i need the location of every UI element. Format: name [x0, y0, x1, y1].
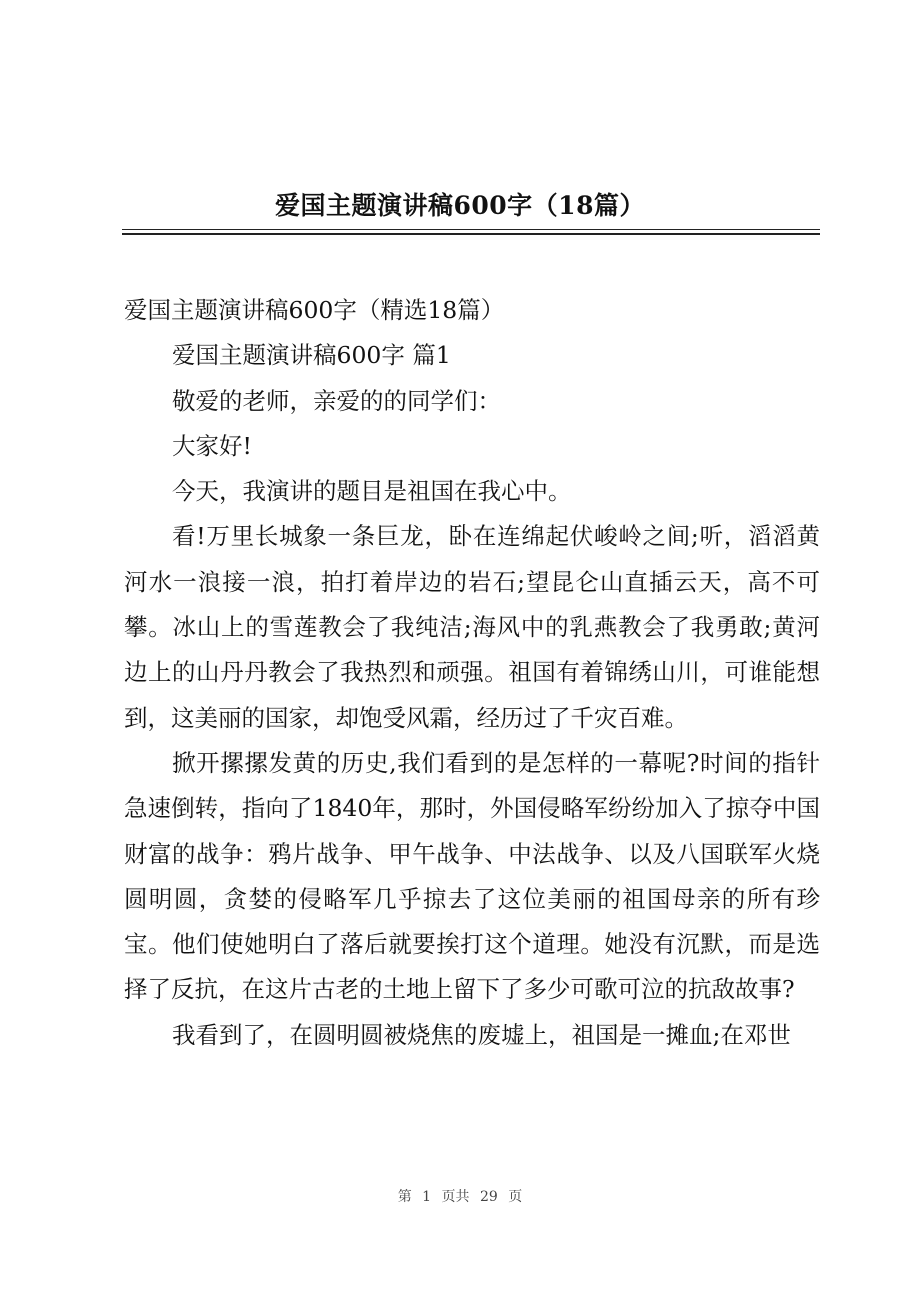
body-paragraph: 掀开摞摞发黄的历史,我们看到的是怎样的一幕呢?时间的指针急速倒转，指向了1840年，那时，外国侵略军纷纷加入了掠夺中国财富的战争：鸦片战争、甲午战争、中法战争、以及八国联军火烧圆明圆，贪婪的侵略军几乎掠去了这位美丽的祖国母亲的所有珍宝。他们使她明白了落后就要挨打这个道理。她没有沉默，而是选择了反抗，在这片古老的土地上留下了多少可歌可泣的抗敌故事? — [124, 748, 820, 1004]
page-number-footer: 第 1 页共 29 页 — [397, 1189, 523, 1205]
page-title: 爱国主题演讲稿600字（18篇） — [275, 191, 645, 220]
title-divider-top — [122, 229, 820, 230]
greeting-paragraph: 大家好! — [172, 431, 252, 460]
salutation-paragraph: 敬爱的老师，亲爱的的同学们： — [172, 386, 501, 415]
title-divider-bottom — [122, 233, 820, 235]
section-heading: 爱国主题演讲稿600字 篇1 — [172, 341, 451, 370]
body-paragraph: 我看到了，在圆明圆被烧焦的废墟上，祖国是一摊血;在邓世 — [172, 1020, 791, 1049]
document-body — [124, 288, 820, 1058]
subtitle-paragraph: 爱国主题演讲稿600字（精选18篇） — [124, 296, 505, 324]
topic-paragraph: 今天，我演讲的题目是祖国在我心中。 — [172, 477, 572, 506]
body-paragraph: 看!万里长城象一条巨龙，卧在连绵起伏峻岭之间;听，滔滔黄河水一浪接一浪，拍打着岸边的岩石;望昆仑山直插云天，高不可攀。冰山上的雪莲教会了我纯洁;海风中的乳燕教会了我勇敢;黄河边上的山丹丹教会了我热烈和顽强。祖国有着锦绣山川，可谁能想到，这美丽的国家，却饱受风霜，经历过了千灾百难。 — [124, 522, 820, 732]
